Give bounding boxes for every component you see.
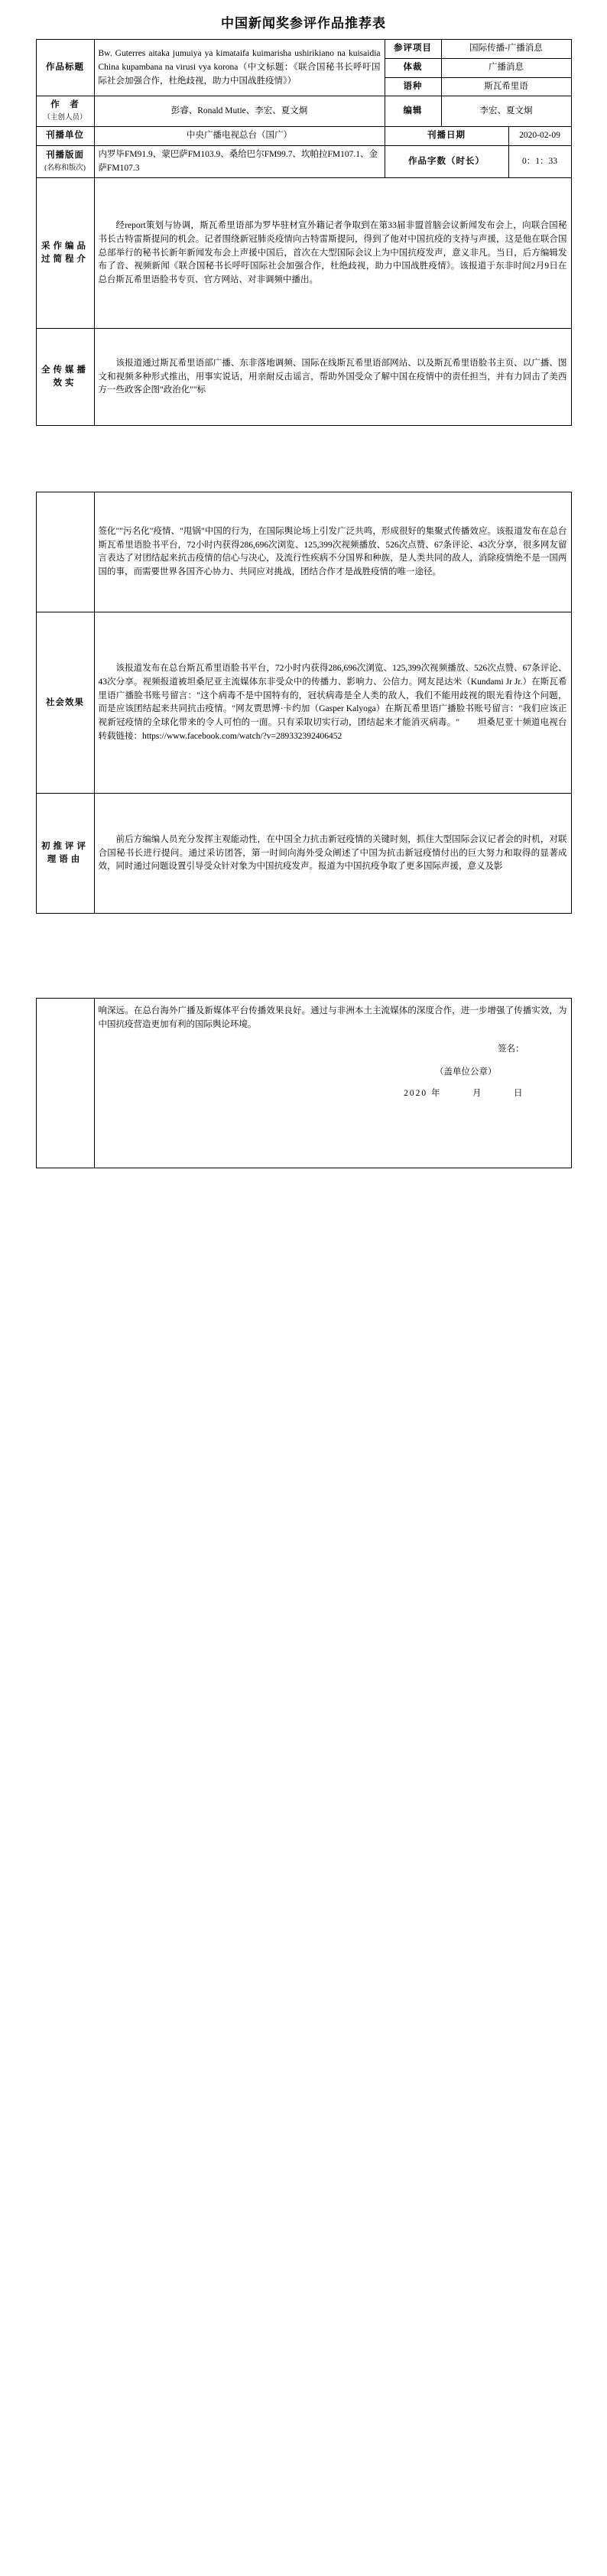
genre-label: 体裁 [385,58,441,77]
date-line [99,1087,567,1101]
recommendation-form-block-3 [36,998,572,1168]
recommend-reason-text: 前后方编编人员充分发挥主观能动性，在中国全力抗击新冠疫情的关键时刻，抓住大型国际会议记者会的时机，对联合国秘书长进行提问。通过采访团答，第一时间向海外受众阐述了中国为抗击新冠疫情付出的巨大努力和取得的显著成效，同时通过问题设置引导受众针对象为中国抗疫发声。报道为中国抗疫争取了更多国际声援，意义及影 [94,794,571,914]
author-label-sub: （主创人员） [43,114,87,122]
broadcast-date-label: 刊播日期 [385,126,508,145]
table-row [36,612,571,794]
category-value: 国际传播-广播消息 [441,40,571,59]
layout-label-main: 刊播版面 [46,151,84,161]
social-effect-label: 社会效果 [36,612,94,794]
table-row [36,126,571,145]
page-title: 中国新闻奖参评作品推荐表 [221,16,386,31]
language-label: 语种 [385,77,441,96]
effect-label [36,329,94,426]
process-label [36,178,94,329]
table-row [36,145,571,178]
process-label-text: 采作编品过简程介 [41,241,89,265]
table-row [36,178,571,329]
process-text: 经report策划与协调，斯瓦希里语部为罗毕驻材宣外籍记者争取到在第33届非盟首脑会议新闻发布会上，向联合国秘书长古特雷斯提问的机会。记者围绕新冠肺炎疫情向古特雷斯提问，得到了他对中国抗疫的支持与声援，这是他在联合国总部举行的秘书长新年新闻发布会上声援中国后，首次在大型国际会议上为中国抗疫发声，意义非凡。当日，后方编辑发布了音、视频新闻《联合国秘书长呼吁国际社会加强合作，杜绝歧视，助力中国战胜疫情》。该报道于东非时间2月9日在总台斯瓦希里语脸书专页、官方网站、对非调频中播出。 [94,178,571,329]
page-break-gap-2 [0,914,607,998]
recommendation-form-block-1 [36,39,572,426]
recommendation-form-block-2 [36,492,572,914]
layout-label [36,145,94,178]
category-label: 参评项目 [385,40,441,59]
author-value: 彭睿、Ronald Mutie、李宏、夏文炯 [94,96,385,127]
table-row [36,492,571,612]
recommend-continuation-label [36,999,94,1168]
broadcast-date-value: 2020-02-09 [508,126,571,145]
language-value: 斯瓦希里语 [441,77,571,96]
duration-value: 0：1：33 [508,145,571,178]
table-row [36,794,571,914]
unit-label: 刊播单位 [36,126,94,145]
recommend-reason-continued [94,999,571,1168]
work-title-value: Bw. Guterres aitaka jumuiya ya kimataifa kuimarisha ushirikiano na kuisaidia China kupambana na virusi vya korona（中文标题：《联合国秘书长呼吁国际社会加强合作，杜绝歧视，助力中国战胜疫情》） [94,40,385,96]
recommend-reason-label [36,794,94,914]
effect-continuation-label [36,492,94,612]
recommend-reason-label-text: 初推评评理语由 [41,841,89,865]
signature-line: 签名： [498,1044,524,1054]
date-year: 2020 [404,1088,428,1098]
editor-value: 李宏、夏文炯 [441,96,571,127]
table-row [36,999,571,1168]
unit-value: 中央广播电视总台（国广） [94,126,385,145]
table-row [36,96,571,127]
page-break-gap-1 [0,426,607,492]
effect-label-text: 全传媒播效实 [41,365,89,388]
author-label [36,96,94,127]
effect-text: 该报道通过斯瓦希里语部广播、东非落地调频、国际在线斯瓦希里语部网站、以及斯瓦希里语脸书主页、以广播、图文和视频多种形式推出，用事实说话，用亲耐反击谣言，帮助外国受众了解中国在疫情中的责任担当，并有力回击了美西方一些政客企图"政治化""标 [94,329,571,426]
layout-value: 内罗毕FM91.9、蒙巴萨FM103.9、桑给巴尔FM99.7、坎帕拉FM107.1、金萨FM107.3 [94,145,385,178]
effect-text-continued: 签化""污名化"疫情、"甩锅"中国的行为，在国际舆论场上引发广泛共鸣，形成很好的集聚式传播效应。该报道发布在总台斯瓦希里语脸书平台，72小时内获得286,696次浏览、125,399次视频播放、526次点赞、67条评论、43次分享，很多网友留言表达了对团结起来抗击疫情的信心与决心，及流行性疾病不分国界和种族，是人类共同的敌人，消除疫情绝不是一国两国的事，而需要世界各国齐心协力、共同应对挑战，团结合作才是战胜疫情的唯一途径。 [94,492,571,612]
duration-label: 作品字数（时长） [385,145,508,178]
seal-line: （盖单位公章） [435,1067,497,1077]
recommend-reason-text-2: 响深远。在总台海外广播及新媒体平台传播效果良好。通过与非洲本土主流媒体的深度合作，进一步增强了传播实效，为中国抗疫营造更加有利的国际舆论环境。 [98,1006,567,1030]
editor-label: 编辑 [385,96,441,127]
table-row [36,40,571,59]
author-label-main: 作 者 [50,100,80,110]
date-rest: 年 月 日 [431,1088,524,1098]
page-bottom-gap [0,1168,607,1627]
genre-value: 广播消息 [441,58,571,77]
social-effect-text: 该报道发布在总台斯瓦希里语脸书平台，72小时内获得286,696次浏览、125,399次视频播放、526次点赞、67条评论、43次分享。视频报道被坦桑尼亚主流媒体东非受众中的传播力、影响力、公信力。网友昆达米（Kundami Jr Jr.）在斯瓦希里语广播脸书账号留言："这个病毒不是中国特有的，冠状病毒是全人类的敌人，我们不能用歧视的眼光看待这个问题，而是应该团结起来共同抗击疫情。"网友贾思博·卡约加（Gasper Kalyoga）在斯瓦希里语广播脸书账号留言："我们应该正视新冠疫情的全球化带来的令人可怕的一面。只有采取切实行动，团结起来才能消灭病毒。" 坦桑尼亚十频道电视台转载链接：https://www.facebook.com/watch/?v=289332392406452 [94,612,571,794]
table-row [36,329,571,426]
layout-label-sub: (名称和版次) [44,164,86,173]
work-title-label: 作品标题 [36,40,94,96]
